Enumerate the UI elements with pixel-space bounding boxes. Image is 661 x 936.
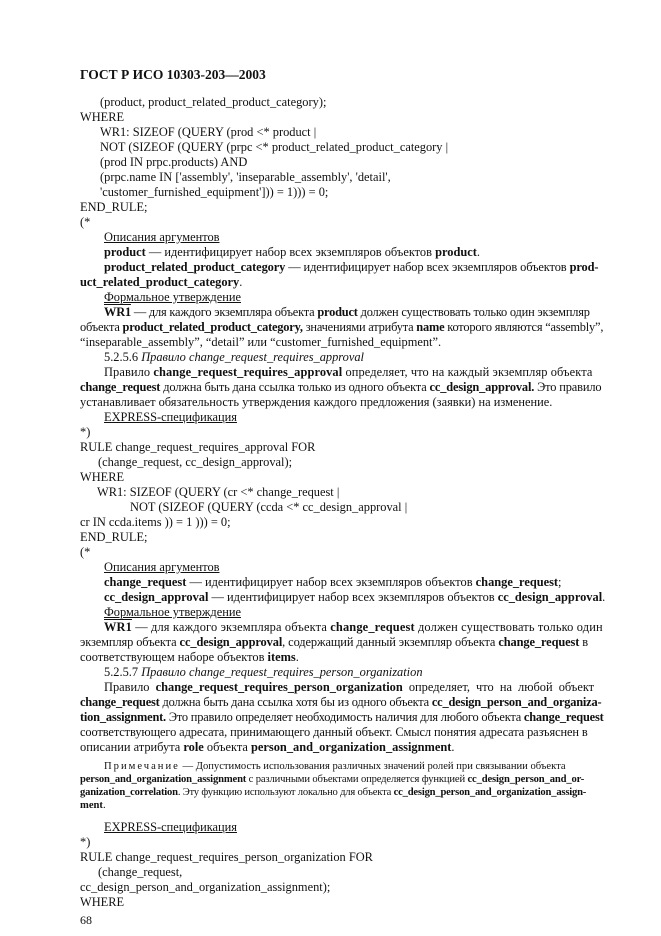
formal-heading: Формальное утверждение xyxy=(104,290,241,304)
section-heading: 5.2.5.6 Правило change_request_requires_approval xyxy=(104,350,364,364)
code-line: WHERE xyxy=(80,470,125,484)
code-line: cr IN ccda.items )) = 1 ))) = 0; xyxy=(80,515,231,529)
code-line: WR1: SIZEOF (QUERY (cr <* change_request | xyxy=(97,485,340,499)
paragraph: Правило change_request_requires_person_organization определяет, что на любой объект xyxy=(104,680,595,694)
paragraph-cont: соответствующего адресата, принимающего данный объект. Смысл понятия адресата разъяснен в xyxy=(80,725,588,739)
formal-rule: WR1 — для каждого экземпляра объекта change_request должен существовать только один xyxy=(104,620,603,634)
args-heading: Описания аргументов xyxy=(104,230,220,244)
formal-rule: WR1 — для каждого экземпляра объекта product должен существовать только один экземпляр xyxy=(104,305,590,319)
document-header: ГОСТ Р ИСО 10303-203—2003 xyxy=(80,67,266,82)
arg-description-cont: uct_related_product_category. xyxy=(80,275,243,289)
code-line: 'customer_furnished_equipment'])) = 1))) = 0; xyxy=(100,185,329,199)
paragraph: Правило change_request_requires_approval определяет, что на каждый экземпляр объекта xyxy=(104,365,593,379)
note-line: Примечание — Допустимость использования различных значений ролей при связывании объекта xyxy=(104,761,566,772)
section-heading: 5.2.5.7 Правило change_request_requires_person_organization xyxy=(104,665,423,679)
code-line: END_RULE; xyxy=(80,530,148,544)
paragraph-cont: tion_assignment. Это правило определяет необходимость наличия для любого объекта change_request xyxy=(80,710,604,724)
code-line: (change_request, cc_design_approval); xyxy=(98,455,293,469)
code-line: END_RULE; xyxy=(80,200,148,214)
code-line: (* xyxy=(80,545,91,559)
note-line: person_and_organization_assignment с различными объектами определяется функцией cc_design_person_and_or- xyxy=(80,774,585,785)
express-heading: EXPRESS-спецификация xyxy=(104,410,237,424)
formal-rule-cont: “inseparable_assembly”, “detail” или “customer_furnished_equipment”. xyxy=(80,335,442,349)
code-line: WHERE xyxy=(80,110,125,124)
code-line: (change_request, xyxy=(98,865,183,879)
note-line: ment. xyxy=(80,800,106,811)
arg-description: change_request — идентифицирует набор всех экземпляров объектов change_request; xyxy=(104,575,562,589)
code-line: WR1: SIZEOF (QUERY (prod <* product | xyxy=(100,125,317,139)
formal-rule-cont: соответствующем наборе объектов items. xyxy=(80,650,299,664)
formal-rule-cont: объекта product_related_product_category, значениями атрибута name которого являются “assembly”, xyxy=(80,320,604,334)
note-line: ganization_correlation. Эту функцию используют локально для объекта cc_design_person_and_organization_assign- xyxy=(80,787,587,798)
paragraph-cont: change_request должна быть дана ссылка хотя бы из одного объекта cc_design_person_and_organiza- xyxy=(80,695,602,709)
code-line: *) xyxy=(80,835,91,849)
paragraph-cont: устанавливает обязательность утверждения каждого предложения (заявки) на изменение. xyxy=(80,395,553,409)
code-line: NOT (SIZEOF (QUERY (ccda <* cc_design_approval | xyxy=(130,500,408,514)
formal-heading: Формальное утверждение xyxy=(104,605,241,619)
code-line: RULE change_request_requires_approval FOR xyxy=(80,440,316,454)
paragraph-cont: change_request должна быть дана ссылка только из одного объекта cc_design_approval. Это правило xyxy=(80,380,602,394)
code-line: RULE change_request_requires_person_organization FOR xyxy=(80,850,373,864)
arg-description: product — идентифицирует набор всех экземпляров объектов product. xyxy=(104,245,480,259)
arg-description: cc_design_approval — идентифицирует набор всех экземпляров объектов cc_design_approval. xyxy=(104,590,606,604)
code-line: (* xyxy=(80,215,91,229)
code-line: cc_design_person_and_organization_assignment); xyxy=(80,880,331,894)
code-line: WHERE xyxy=(80,895,125,909)
args-heading: Описания аргументов xyxy=(104,560,220,574)
arg-description: product_related_product_category — идентифицирует набор всех экземпляров объектов prod- xyxy=(104,260,599,274)
formal-rule-cont: экземпляр объекта cc_design_approval, содержащий данный экземпляр объекта change_request в xyxy=(80,635,589,649)
paragraph-cont: описании атрибута role объекта person_and_organization_assignment. xyxy=(80,740,455,754)
code-line: NOT (SIZEOF (QUERY (prpc <* product_related_product_category | xyxy=(100,140,449,154)
code-line: *) xyxy=(80,425,91,439)
page-number: 68 xyxy=(80,913,92,927)
code-line: (prpc.name IN ['assembly', 'inseparable_assembly', 'detail', xyxy=(100,170,391,184)
express-heading: EXPRESS-спецификация xyxy=(104,820,237,834)
code-line: (prod IN prpc.products) AND xyxy=(100,155,248,169)
code-line: (product, product_related_product_category); xyxy=(100,95,327,109)
